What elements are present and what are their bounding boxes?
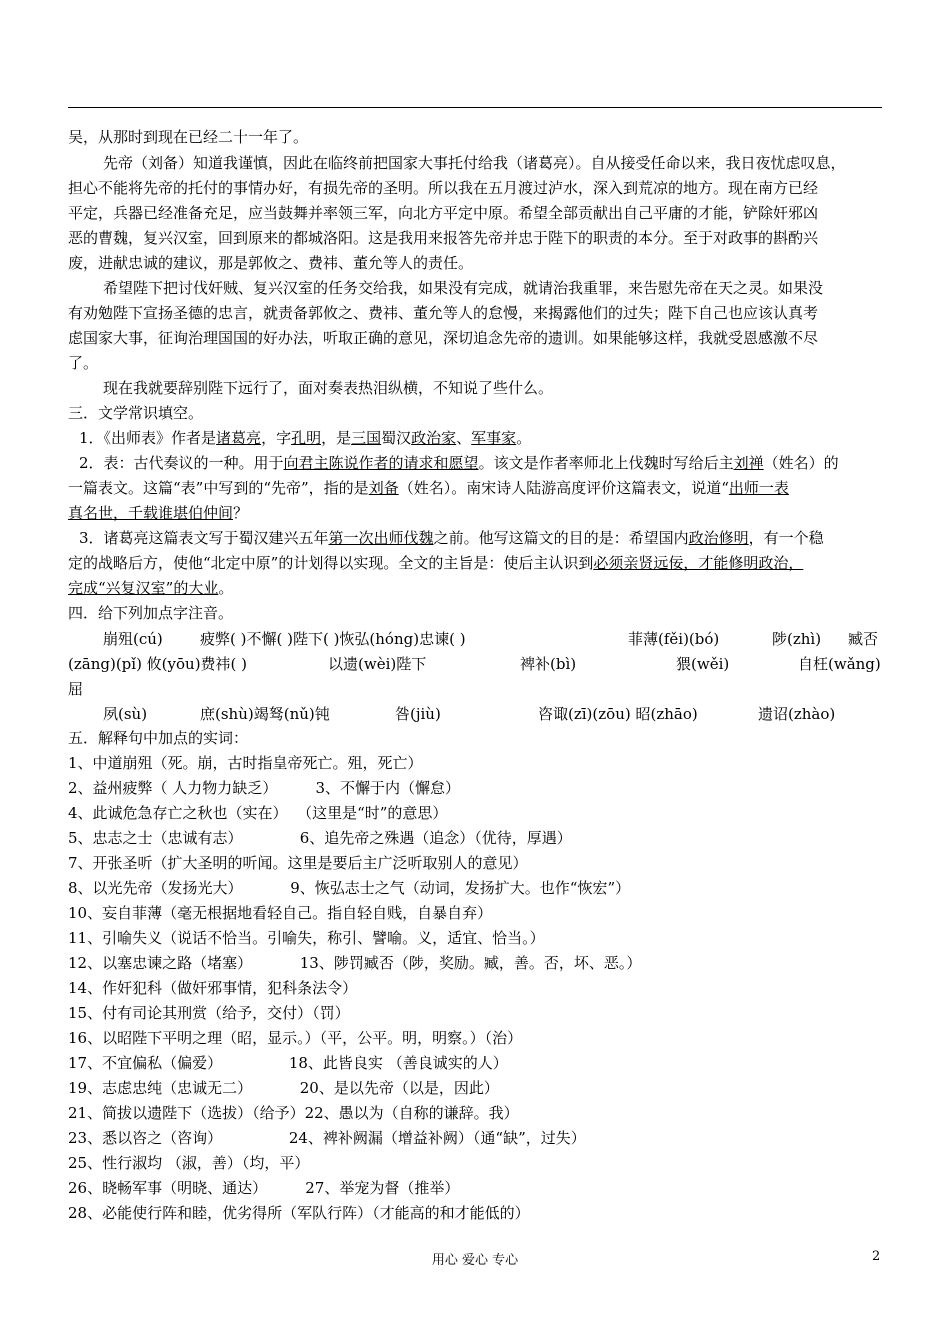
explanation-item: 15、付有司论其刑赏（给予，交付）（罚） <box>68 1004 350 1022</box>
explanation-item: 4、此诚危急存亡之秋也（实在） （这里是“时”的意思） <box>68 804 448 822</box>
answer: 向君主陈说作者的请求和愿望 <box>283 454 479 472</box>
explanation-item: 1、中道崩殂（死。崩，古时指皇帝死亡。殂，死亡） <box>68 754 423 772</box>
explanation-item: 11、引喻失义（说话不恰当。引喻失，称引、譬喻。义，适宜、恰当。） <box>68 929 545 947</box>
answer: 必须亲贤远佞，才能修明政治， <box>593 554 804 572</box>
header-rule <box>68 107 882 108</box>
explanation-item: 19、志虑忠纯（忠诚无二） 20、是以先帝（以是，因此） <box>68 1079 499 1097</box>
pinyin-item: 猥(wěi) <box>676 655 730 673</box>
translation-line: 希望陛下把讨伐奸贼、复兴汉室的任务交给我，如果没有完成，就请治我重罪，来告慰先帝在天之灵。如果没 <box>103 279 824 297</box>
answer: 孔明 <box>291 429 322 447</box>
pinyin-item: 以遗(wèi)陛下 <box>328 655 427 673</box>
translation-line: 废，进献忠诚的建议，那是郭攸之、费祎、董允等人的责任。 <box>68 254 474 272</box>
translation-line: 吴，从那时到现在已经二十一年了。 <box>68 128 309 146</box>
pinyin-item: 自枉(wǎng) <box>798 655 881 673</box>
question-1: 1．《出师表》作者是诸葛亮，字孔明，是三国蜀汉政治家、军事家。 <box>79 429 532 447</box>
answer: 三国 <box>351 429 382 447</box>
translation-line: 平定，兵器已经准备充足，应当鼓舞并率领三军，向北方平定中原。希望全部贡献出自己平庸的才能，铲除奸邪凶 <box>68 204 819 222</box>
pinyin-item: 咎(jiù) <box>395 705 441 723</box>
question-3-cont: 完成“兴复汉室”的大业。 <box>68 579 234 597</box>
pinyin-item: 夙(sù) <box>103 705 148 723</box>
page-number: 2 <box>872 1249 881 1264</box>
section-heading: 四．给下列加点字注音。 <box>68 604 234 622</box>
explanation-item: 28、必能使行阵和睦，优劣得所（军队行阵）（才能高的和才能低的） <box>68 1204 530 1222</box>
pinyin-item: 疲弊( )不懈( )陛下( )恢弘(hóng)忠谏( ) <box>200 630 466 648</box>
explanation-item: 26、晓畅军事（明晓、通达） 27、举宠为督（推举） <box>68 1179 460 1197</box>
explanation-item: 7、开张圣听（扩大圣明的听闻。这里是要后主广泛听取别人的意见） <box>68 854 528 872</box>
section-heading: 三．文学常识填空。 <box>68 404 204 422</box>
pinyin-item: 遗诏(zhào) <box>758 705 836 723</box>
explanation-item: 2、益州疲弊（ 人力物力缺乏） 3、不懈于内（懈怠） <box>68 779 461 797</box>
answer: 出师一表 <box>728 479 789 497</box>
question-2: 2．表：古代奏议的一种。用于向君主陈说作者的请求和愿望。该文是作者率师北上伐魏时写给后主刘禅（姓名）的 <box>79 454 839 472</box>
pinyin-item: 裨补(bì) <box>520 655 577 673</box>
question-2-cont: 一篇表文。这篇“表”中写到的“先帝”，指的是刘备（姓名）。南宋诗人陆游高度评价这篇表文，说道“出师一表 <box>68 479 789 497</box>
answer: 刘备 <box>368 479 399 497</box>
translation-line: 现在我就要辞别陛下远行了，面对奏表热泪纵横，不知说了些什么。 <box>103 379 554 397</box>
translation-line: 恶的曹魏，复兴汉室，回到原来的都城洛阳。这是我用来报答先帝并忠于陛下的职责的本分。至于对政事的斟酌兴 <box>68 229 819 247</box>
explanation-item: 5、忠志之士（忠诚有志） 6、追先帝之殊遇（追念）（优待，厚遇） <box>68 829 572 847</box>
answer: 诸葛亮 <box>216 429 262 447</box>
translation-line: 了。 <box>68 354 99 372</box>
explanation-item: 10、妄自菲薄（毫无根据地看轻自己。指自轻自贱，自暴自弃） <box>68 904 493 922</box>
question-3-cont: 定的战略后方，使他“北定中原”的计划得以实现。全文的主旨是：使后主认识到必须亲贤远佞，才能修明政治， <box>68 554 804 572</box>
explanation-item: 14、作奸犯科（做奸邪事情，犯科条法令） <box>68 979 358 997</box>
pinyin-item: 崩殂(cú) <box>103 630 163 648</box>
answer: 政治修明 <box>688 529 749 547</box>
pinyin-item: 庶(shù)竭驽(nǔ)钝 <box>200 705 330 723</box>
answer: 政治家 <box>411 429 457 447</box>
answer: 刘禅 <box>733 454 764 472</box>
question-3: 3．诸葛亮这篇表文写于蜀汉建兴五年第一次出师伐魏之前。他写这篇文的目的是：希望国内政治修明，有一个稳 <box>79 529 824 547</box>
translation-line: 先帝（刘备）知道我谨慎，因此在临终前把国家大事托付给我（诸葛亮）。自从接受任命以来，我日夜忧虑叹息， <box>103 154 846 172</box>
explanation-item: 8、以光先帝（发扬光大） 9、恢弘志士之气（动词，发扬扩大。也作“恢宏”） <box>68 879 631 897</box>
question-2-cont: 真名世，千载谁堪伯仲间？ <box>68 504 249 522</box>
translation-line: 有劝勉陛下宣扬圣德的忠言，就责备郭攸之、费祎、董允等人的怠慢，来揭露他们的过失；陛下自己也应该认真考 <box>68 304 819 322</box>
pinyin-item: (zāng)(pǐ) 攸(yōu)费祎( ) <box>68 655 248 673</box>
pinyin-item: 咨诹(zī)(zōu) 昭(zhāo) <box>538 705 698 723</box>
page-footer: 用心 爱心 专心 <box>431 1253 519 1268</box>
pinyin-item: 菲薄(fěi)(bó) <box>628 630 720 648</box>
explanation-item: 16、以昭陛下平明之理（昭，显示。）（平，公平。明，明察。）（治） <box>68 1029 523 1047</box>
explanation-item: 23、悉以咨之（咨询） 24、裨补阙漏（增益补阙）（通“缺”，过失） <box>68 1129 586 1147</box>
explanation-item: 21、简拔以遗陛下（选拔）（给予）22、愚以为（自称的谦辞。我） <box>68 1104 519 1122</box>
answer: 真名世，千载谁堪伯仲间 <box>68 504 234 522</box>
translation-line: 虑国家大事，征询治理国国的好办法，听取正确的意见，深切追念先帝的遗训。如果能够这样，我就受恩感激不尽 <box>68 329 819 347</box>
explanation-item: 12、以塞忠谏之路（堵塞） 13、陟罚臧否（陟，奖励。臧，善。否，坏、恶。） <box>68 954 642 972</box>
answer: 第一次出师伐魏 <box>328 529 434 547</box>
pinyin-item: 臧否 <box>848 630 879 648</box>
pinyin-item: 陟(zhì) <box>772 630 822 648</box>
pinyin-item: 屈 <box>68 680 84 698</box>
answer: 军事家 <box>471 429 517 447</box>
explanation-item: 17、不宜偏私（偏爱） 18、此皆良实 （善良诚实的人） <box>68 1054 508 1072</box>
explanation-item: 25、性行淑均 （淑，善）（均，平） <box>68 1154 310 1172</box>
section-heading: 五．解释句中加点的实词： <box>68 729 249 747</box>
answer: 完成“兴复汉室”的大业 <box>68 579 219 597</box>
translation-line: 担心不能将先帝的托付的事情办好，有损先帝的圣明。所以我在五月渡过泸水，深入到荒凉的地方。现在南方已经 <box>68 179 819 197</box>
